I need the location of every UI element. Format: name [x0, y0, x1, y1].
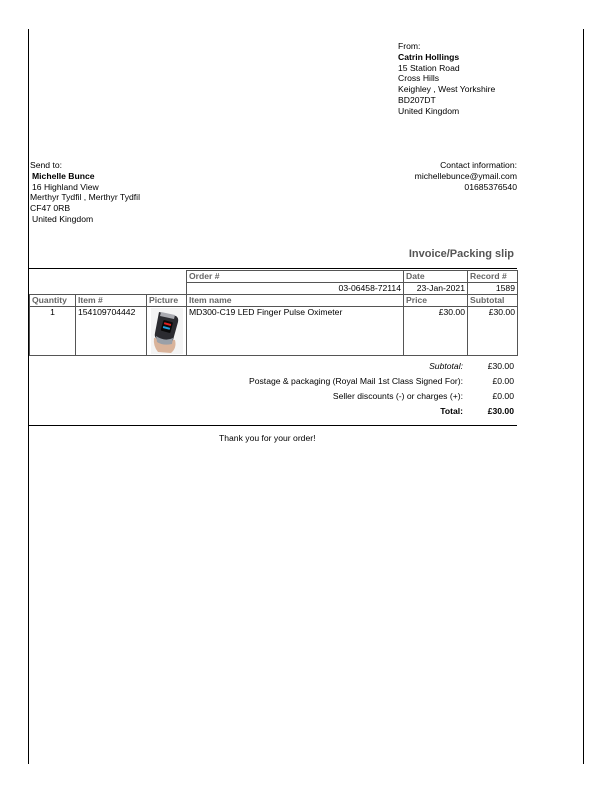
item-price: £30.00	[404, 307, 468, 356]
document-title: Invoice/Packing slip	[408, 248, 514, 260]
subtotal-value: £30.00	[487, 361, 514, 372]
recipient-line: 16 Highland View	[32, 181, 99, 192]
order-number: 03-06458-72114	[187, 283, 404, 295]
quantity-header: Quantity	[30, 295, 76, 307]
item-number-header: Item #	[76, 295, 147, 307]
recipient-postcode: CF47 0RB	[30, 203, 71, 214]
page-border-left	[28, 29, 29, 764]
item-name: MD300-C19 LED Finger Pulse Oximeter	[187, 307, 404, 356]
order-header-row	[30, 271, 518, 283]
sender-line: 15 Station Road	[398, 62, 460, 73]
discounts-value: £0.00	[492, 391, 514, 402]
sender-line: United Kingdom	[398, 105, 460, 116]
postage-label: Postage & packaging (Royal Mail 1st Class Signed For):	[249, 376, 463, 387]
order-number-header: Order #	[187, 271, 404, 283]
record-number-header: Record #	[468, 271, 518, 283]
item-subtotal: £30.00	[468, 307, 518, 356]
order-values-row	[30, 283, 518, 295]
subtotal-label: Subtotal:	[429, 361, 463, 372]
subtotal-header: Subtotal	[468, 295, 518, 307]
contact-phone: 01685376540	[464, 181, 517, 192]
page-border-right	[583, 29, 584, 764]
recipient-address	[30, 160, 140, 225]
sender-name: Catrin Hollings	[398, 51, 460, 62]
sender-line: Keighley , West Yorkshire	[398, 84, 496, 95]
item-number: 154109704442	[76, 307, 147, 356]
sender-line: BD207DT	[398, 94, 436, 105]
discounts-label: Seller discounts (-) or charges (+):	[332, 391, 463, 402]
recipient-line: Merthyr Tydfil , Merthyr Tydfil	[30, 192, 140, 203]
postage-value: £0.00	[492, 376, 514, 387]
table-row	[30, 307, 518, 356]
postage-row	[180, 374, 517, 389]
sender-line: Cross Hills	[398, 73, 440, 84]
thank-you-message: Thank you for your order!	[219, 433, 316, 443]
date-header: Date	[404, 271, 468, 283]
divider-top	[29, 268, 517, 269]
total-label: Total:	[440, 406, 463, 417]
sender-heading: From:	[398, 41, 421, 51]
sender-address	[398, 41, 495, 117]
pulse-oximeter-image	[151, 308, 183, 354]
recipient-country: United Kingdom	[32, 213, 94, 224]
recipient-name: Michelle Bunce	[32, 170, 95, 181]
total-value: £30.00	[487, 406, 514, 417]
total-row	[180, 404, 517, 419]
items-header-row	[30, 295, 518, 307]
subtotal-row	[180, 359, 517, 374]
item-quantity: 1	[30, 307, 76, 356]
item-picture	[147, 307, 187, 356]
recipient-heading: Send to:	[30, 160, 63, 170]
divider-bottom	[29, 425, 517, 426]
invoice-table	[29, 270, 518, 356]
contact-heading: Contact information:	[440, 160, 517, 170]
record-number: 1589	[468, 283, 518, 295]
contact-information	[360, 160, 517, 192]
totals-section	[180, 359, 517, 419]
order-date: 23-Jan-2021	[404, 283, 468, 295]
item-name-header: Item name	[187, 295, 404, 307]
price-header: Price	[404, 295, 468, 307]
discounts-row	[180, 389, 517, 404]
contact-email: michellebunce@ymail.com	[414, 170, 517, 181]
picture-header: Picture	[147, 295, 187, 307]
